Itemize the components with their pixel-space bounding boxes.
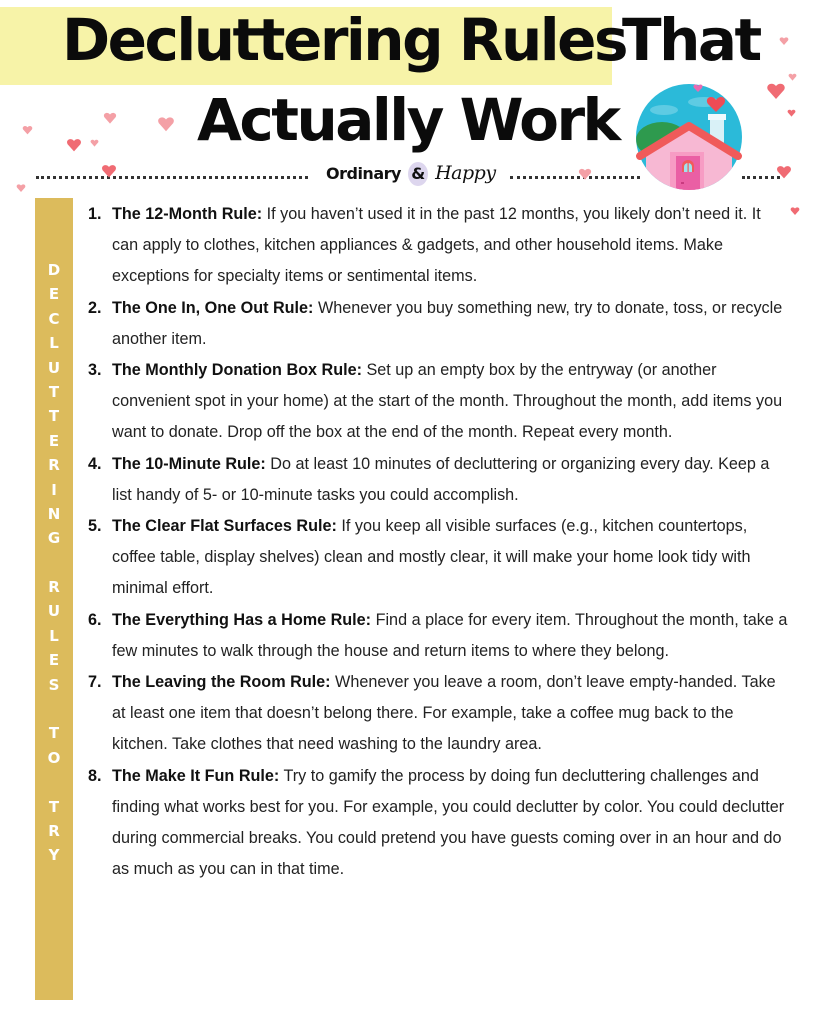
sidebar-letter: L (49, 334, 59, 353)
rule-title: The Make It Fun Rule: (112, 766, 280, 785)
heart-icon (779, 36, 789, 46)
rule-title: The Monthly Donation Box Rule: (112, 361, 362, 380)
sidebar-letter (35, 551, 73, 575)
rule-text: If you keep all visible surfaces (e.g., kitchen countertops, coffee table, display shelves) clean and mostly clear, it will make your home look tidy with minimal effort. (112, 517, 751, 598)
heart-icon (22, 124, 33, 136)
title-line1-rest: That (622, 6, 760, 74)
sidebar-letter: D (47, 261, 61, 279)
sidebar-letter: G (47, 529, 61, 548)
rule-item (88, 293, 788, 355)
sidebar-letter: R (48, 578, 60, 597)
heart-icon (578, 164, 592, 184)
divider-dots-right (742, 176, 780, 181)
rule-text: Do at least 10 minutes of decluttering or organizing every day. Keep a list handy of 5- or 10-minute tasks you could accomplish. (112, 454, 770, 504)
rule-title: The 12-Month Rule: (112, 205, 263, 223)
rule-title: The Everything Has a Home Rule: (112, 610, 372, 629)
brand-word1: Ordinary (326, 164, 401, 183)
rule-number: 8. (88, 766, 102, 785)
rule-item (88, 667, 788, 761)
rule-number: 3. (88, 361, 102, 380)
brand-logo (326, 162, 496, 186)
sidebar-letter: T (48, 797, 60, 816)
divider-dots-middle (510, 176, 640, 181)
rule-text: Find a place for every item. Throughout the month, take a few minutes to walk through the house and return items to where they belong. (112, 610, 788, 660)
sidebar-letter: S (48, 675, 60, 694)
sidebar-letter: L (49, 626, 59, 645)
brand-ampersand: & (408, 162, 428, 186)
sidebar-letter: T (48, 382, 60, 401)
sidebar-letter: T (48, 724, 60, 743)
sidebar-letter (35, 770, 73, 794)
sidebar-letter (35, 697, 73, 721)
brand-word2: Happy (435, 162, 496, 184)
heart-icon (788, 72, 797, 82)
rule-item (88, 761, 788, 886)
rule-title: The One In, One Out Rule: (112, 298, 314, 317)
heart-icon (787, 108, 796, 118)
rule-number: 5. (88, 517, 102, 536)
rule-item (88, 605, 788, 667)
sidebar-letter: E (48, 285, 60, 304)
sidebar-letter: E (48, 431, 60, 450)
sidebar-letter: E (48, 651, 60, 670)
sidebar-letter: R (48, 821, 60, 840)
rule-item (88, 355, 788, 449)
sidebar-letter: U (47, 358, 61, 377)
heart-icon (101, 160, 117, 182)
rule-text: Whenever you buy something new, try to donate, toss, or recycle another item. (112, 298, 783, 348)
rules-list (88, 199, 788, 885)
rule-number: 7. (88, 673, 102, 692)
title-highlighted: Decluttering Rules (62, 6, 626, 74)
heart-icon (776, 163, 792, 181)
house-in-circle-icon (634, 82, 744, 192)
rule-number: 4. (88, 454, 102, 473)
sidebar-letter: T (48, 407, 60, 426)
sidebar-letter: U (47, 602, 61, 621)
heart-icon (790, 205, 800, 217)
rule-title: The Clear Flat Surfaces Rule: (112, 517, 337, 536)
heart-icon (66, 136, 82, 154)
rule-text: Set up an empty box by the entryway (or another convenient spot in your home) at the start of the month. Throughout the month, add items you want to donate. Drop off the box at the end of the month. Repeat every month. (112, 361, 783, 442)
sidebar-letter: I (51, 480, 57, 499)
rule-title: The 10-Minute Rule: (112, 454, 266, 473)
rule-number: 1. (88, 205, 102, 223)
sidebar-letter: Y (48, 846, 60, 865)
rule-item (88, 199, 788, 293)
rule-title: The Leaving the Room Rule: (112, 673, 331, 692)
rule-text: Whenever you leave a room, don’t leave empty-handed. Take at least one item that doesn’t belong there. For example, take a coffee mug back to the kitchen. Take clothes that need washing to the laundry area. (112, 673, 776, 754)
rule-number: 6. (88, 610, 102, 629)
heart-icon (766, 80, 786, 102)
rule-item (88, 449, 788, 511)
sidebar-letter: N (47, 504, 61, 523)
vertical-sidebar-label (35, 198, 73, 1000)
sidebar-letter: R (48, 456, 60, 475)
heart-icon (103, 110, 117, 126)
heart-icon (16, 182, 26, 194)
rule-text: If you haven’t used it in the past 12 months, you likely don’t need it. It can apply to clothes, kitchen appliances & gadgets, and other household items. Make exceptions for specialty items or sentimental items. (112, 205, 761, 286)
sidebar-letter: O (47, 748, 61, 767)
sidebar-letters (35, 258, 73, 868)
rule-number: 2. (88, 298, 102, 317)
title-line2: Actually Work (197, 86, 619, 154)
sidebar-letter: C (48, 309, 60, 328)
heart-icon (157, 113, 175, 135)
divider-dots-left (36, 176, 308, 181)
heart-icon (90, 137, 99, 149)
rule-text: Try to gamify the process by doing fun decluttering challenges and finding what works best for you. For example, you could declutter by color. You could declutter during commercial breaks. You could pretend you have guests coming over in an hour and do as much as you can in that time. (112, 766, 785, 879)
rule-item (88, 511, 788, 605)
